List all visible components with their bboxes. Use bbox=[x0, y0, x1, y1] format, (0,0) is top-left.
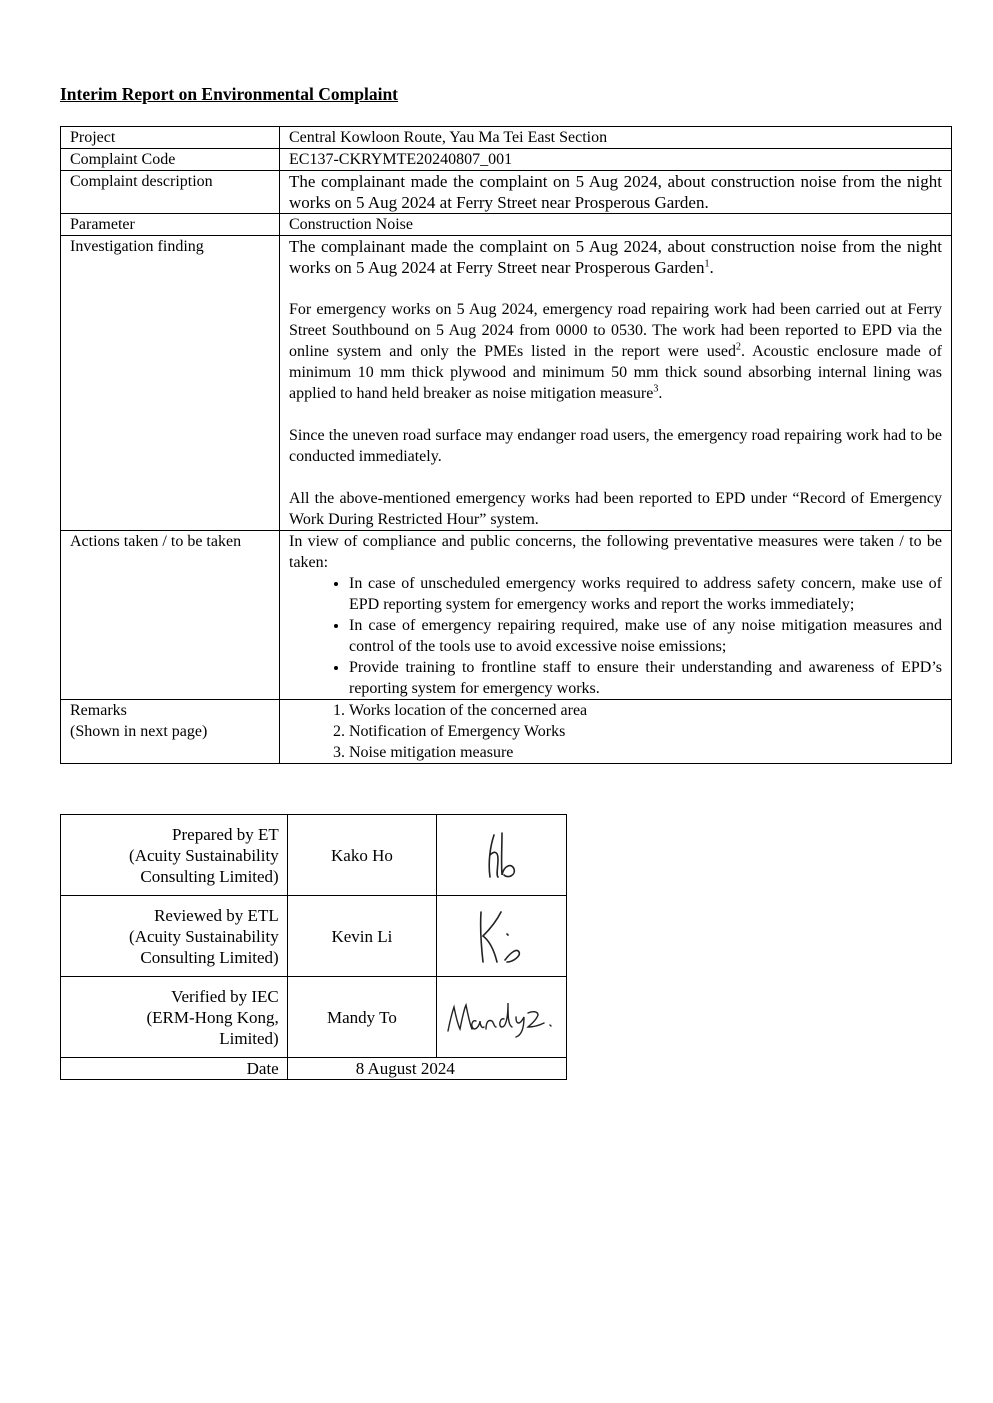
remarks-sublabel: (Shown in next page) bbox=[70, 723, 208, 740]
signoff-row-date bbox=[61, 1058, 567, 1080]
actions-intro: In view of compliance and public concerns, the following preventative measures were taken / to be taken: bbox=[289, 533, 942, 571]
remarks-label bbox=[61, 700, 280, 764]
prepared-role-line1: Prepared by ET bbox=[172, 824, 279, 844]
complaint-description-label: Complaint description bbox=[61, 171, 280, 214]
complaint-code-label: Complaint Code bbox=[61, 149, 280, 171]
actions-list bbox=[289, 573, 942, 699]
verified-role-line2: (ERM-Hong Kong, bbox=[146, 1007, 279, 1027]
finding-paragraph-3: Since the uneven road surface may endanger road users, the emergency road repairing work had to be conducted immediately. bbox=[289, 427, 942, 465]
reviewed-name: Kevin Li bbox=[287, 896, 436, 977]
table-row bbox=[61, 171, 952, 214]
complaint-description-value: The complainant made the complaint on 5 Aug 2024, about construction noise from the night works on 5 Aug 2024 at Ferry Street near Prosperous Garden. bbox=[280, 171, 952, 214]
prepared-role-line2: (Acuity Sustainability bbox=[129, 845, 279, 865]
reviewed-role bbox=[61, 896, 288, 977]
reviewed-role-line3: Consulting Limited) bbox=[140, 947, 279, 967]
list-item: 3. Noise mitigation measure bbox=[349, 742, 942, 763]
prepared-role bbox=[61, 815, 288, 896]
date-value: 8 August 2024 bbox=[287, 1058, 566, 1080]
footnote-ref-1: 1 bbox=[704, 258, 710, 270]
list-item: 2. Notification of Emergency Works bbox=[349, 721, 942, 742]
list-item: • Provide training to frontline staff to ensure their understanding and awareness of EPD’s reporting system for emergency works. bbox=[349, 657, 942, 699]
verified-name: Mandy To bbox=[287, 977, 436, 1058]
table-row bbox=[61, 700, 952, 764]
footnote-ref-2: 2 bbox=[736, 341, 742, 353]
table-row bbox=[61, 149, 952, 171]
investigation-finding-value bbox=[280, 236, 952, 531]
finding-text-1: The complainant made the complaint on 5 Aug 2024, about construction noise from the night works on 5 Aug 2024 at Ferry Street near Prosperous Garden bbox=[289, 237, 942, 277]
prepared-role-line3: Consulting Limited) bbox=[140, 866, 279, 886]
table-row bbox=[61, 531, 952, 700]
reviewed-signature bbox=[437, 896, 567, 977]
investigation-finding-label: Investigation finding bbox=[61, 236, 280, 531]
actions-label: Actions taken / to be taken bbox=[61, 531, 280, 700]
finding-text-2a: For emergency works on 5 Aug 2024, emergency road repairing work had been carried out at Ferry Street Southbound on 5 Aug 2024 from 0000 to 0530. The work had been reported to EPD via the online system and only the PMEs listed in the report were used bbox=[289, 301, 942, 360]
remarks-title: Remarks bbox=[70, 702, 127, 719]
report-title: Interim Report on Environmental Complaint bbox=[60, 84, 399, 104]
signature-kevin-li-icon bbox=[467, 904, 537, 968]
list-item: 1. Works location of the concerned area bbox=[349, 700, 942, 721]
date-label: Date bbox=[61, 1058, 288, 1080]
remarks-value bbox=[280, 700, 952, 764]
parameter-value: Construction Noise bbox=[280, 214, 952, 236]
signoff-table bbox=[60, 814, 567, 1080]
project-label: Project bbox=[61, 127, 280, 149]
signoff-row-verified bbox=[61, 977, 567, 1058]
verified-role bbox=[61, 977, 288, 1058]
complaint-code-value: EC137-CKRYMTE20240807_001 bbox=[280, 149, 952, 171]
reviewed-role-line1: Reviewed by ETL bbox=[154, 905, 279, 925]
list-item: • In case of emergency repairing required, make use of any noise mitigation measures and control of the tools use to avoid excessive noise emissions; bbox=[349, 615, 942, 657]
reviewed-role-line2: (Acuity Sustainability bbox=[129, 926, 279, 946]
prepared-name: Kako Ho bbox=[287, 815, 436, 896]
verified-signature bbox=[437, 977, 567, 1058]
prepared-signature bbox=[437, 815, 567, 896]
finding-paragraph-1: The complainant made the complaint on 5 Aug 2024, about construction noise from the night works on 5 Aug 2024 at Ferry Street near Prosperous Garden$^1$. bbox=[289, 237, 942, 277]
remarks-list bbox=[289, 700, 942, 763]
table-row bbox=[61, 127, 952, 149]
footnote-ref-3: 3 bbox=[653, 383, 659, 395]
list-item: • In case of unscheduled emergency works required to address safety concern, make use of EPD reporting system for emergency works and report the works immediately; bbox=[349, 573, 942, 615]
signature-mandy-to-icon bbox=[442, 995, 562, 1039]
actions-value bbox=[280, 531, 952, 700]
project-value: Central Kowloon Route, Yau Ma Tei East Section bbox=[280, 127, 952, 149]
parameter-label: Parameter bbox=[61, 214, 280, 236]
finding-paragraph-2: For emergency works on 5 Aug 2024, emergency road repairing work had been carried out at Ferry Street Southbound on 5 Aug 2024 from 0000 to 0530. The work had been reported to EPD via the online system and only the PMEs listed in the report were used$^2$. Acoustic enclosure made of minimum 10 mm thick plywood and minimum 50 mm thick sound absorbing internal lining was applied to hand held breaker as noise mitigation measure$^3$. bbox=[289, 301, 943, 402]
table-row bbox=[61, 236, 952, 531]
finding-paragraph-4: All the above-mentioned emergency works had been reported to EPD under “Record of Emergency Work During Restricted Hour” system. bbox=[289, 490, 942, 528]
complaint-table bbox=[60, 126, 952, 764]
signoff-row-prepared bbox=[61, 815, 567, 896]
table-row bbox=[61, 214, 952, 236]
signoff-row-reviewed bbox=[61, 896, 567, 977]
finding-text-2b: Acoustic enclosure made of minimum 10 mm thick plywood and minimum 50 mm thick sound absorbing internal lining was applied to hand held breaker as noise mitigation measure bbox=[289, 343, 943, 402]
verified-role-line3: Limited) bbox=[219, 1028, 279, 1048]
verified-role-line1: Verified by IEC bbox=[171, 986, 279, 1006]
signature-kako-ho-icon bbox=[472, 825, 532, 885]
